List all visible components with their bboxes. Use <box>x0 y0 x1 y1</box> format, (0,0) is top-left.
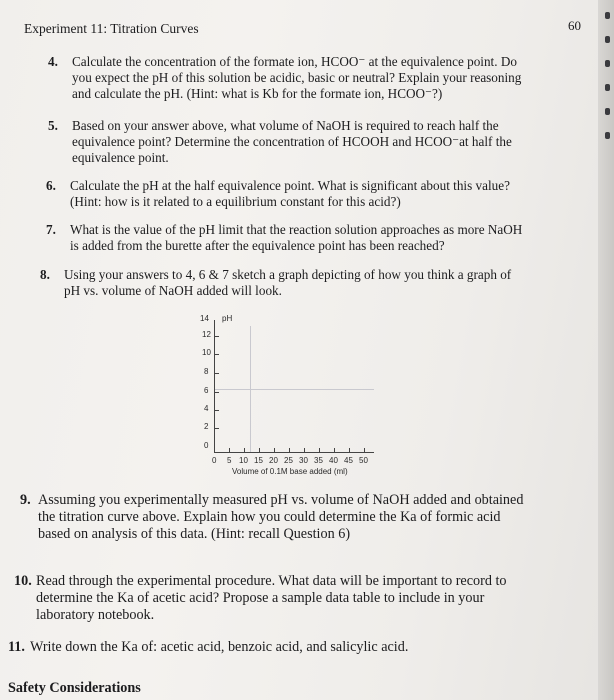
y-tick-label: 8 <box>204 367 209 376</box>
x-tick <box>334 448 335 452</box>
x-tick-label: 10 <box>239 456 248 465</box>
page-number: 60 <box>568 18 581 33</box>
y-tick-label: 12 <box>202 330 211 339</box>
binding-hole <box>605 36 610 43</box>
x-tick-label: 50 <box>359 456 368 465</box>
question-text: Based on your answer above, what volume of NaOH is required to reach half the equivalence point? Determine the concentration of HCOOH and HCOO⁻at half the equivalence point. <box>72 118 512 165</box>
titration-graph-axes <box>196 314 416 474</box>
y-tick-label: 0 <box>204 441 209 450</box>
binding-hole <box>605 132 610 139</box>
x-tick-label: 25 <box>284 456 293 465</box>
binding-hole <box>605 12 610 19</box>
x-tick-label: 45 <box>344 456 353 465</box>
y-axis-label: pH <box>222 314 233 323</box>
x-axis <box>214 452 374 453</box>
notebook-binding-edge <box>598 0 614 700</box>
x-tick <box>364 448 365 452</box>
question-number: 10. <box>14 573 32 589</box>
question-number: 9. <box>20 492 31 508</box>
question-text: Read through the experimental procedure. What data will be important to record to determine the Ka of acetic acid? Propose a sample data table to include in your laboratory notebook. <box>36 573 507 623</box>
question-number: 8. <box>40 267 50 282</box>
x-tick <box>274 448 275 452</box>
y-tick-label: 6 <box>204 386 209 395</box>
x-tick <box>349 448 350 452</box>
question-text: Write down the Ka of: acetic acid, benzoic acid, and salicylic acid. <box>30 639 409 655</box>
y-tick-label: 10 <box>202 348 211 357</box>
x-tick-label: 5 <box>227 456 232 465</box>
question-number: 11. <box>8 639 25 655</box>
x-axis-label: Volume of 0.1M base added (ml) <box>232 467 348 476</box>
question-number: 4. <box>48 54 58 69</box>
x-tick-label: 0 <box>212 456 217 465</box>
question-text: Calculate the pH at the half equivalence point. What is significant about this value? (Hint: how is it related to a equilibrium constant for this acid?) <box>70 178 510 209</box>
question-number: 6. <box>46 178 56 193</box>
x-tick <box>229 448 230 452</box>
grid-line <box>214 389 374 390</box>
binding-hole <box>605 108 610 115</box>
x-tick-label: 20 <box>269 456 278 465</box>
x-tick <box>244 448 245 452</box>
x-tick <box>259 448 260 452</box>
x-tick-label: 15 <box>254 456 263 465</box>
x-tick <box>289 448 290 452</box>
x-tick-label: 35 <box>314 456 323 465</box>
question-text: Calculate the concentration of the formate ion, HCOO⁻ at the equivalence point. Do you expect the pH of this solution be acidic, basic or neutral? Explain your reasoning and calculate the pH. (Hint: what is Kb for the formate ion, HCOO⁻?) <box>72 54 522 101</box>
binding-hole <box>605 84 610 91</box>
y-tick-label: 2 <box>204 422 209 431</box>
page-title: Experiment 11: Titration Curves <box>24 21 199 36</box>
binding-hole <box>605 60 610 67</box>
x-tick-label: 30 <box>299 456 308 465</box>
question-number: 5. <box>48 118 58 133</box>
question-text: Assuming you experimentally measured pH vs. volume of NaOH added and obtained the titration curve above. Explain how you could determine the Ka of formic acid based on analysis of this data. (Hint: recall Question 6) <box>38 492 524 542</box>
question-text: Using your answers to 4, 6 & 7 sketch a graph depicting of how you think a graph of pH vs. volume of NaOH added will look. <box>64 267 512 298</box>
question-number: 7. <box>46 222 56 237</box>
y-tick-label: 14 <box>200 314 209 323</box>
y-axis <box>214 320 215 452</box>
x-tick <box>304 448 305 452</box>
x-tick-label: 40 <box>329 456 338 465</box>
question-text: What is the value of the pH limit that the reaction solution approaches as more NaOH is added from the burette after the equivalence point has been reached? <box>70 222 523 253</box>
x-tick <box>319 448 320 452</box>
y-tick-label: 4 <box>204 404 209 413</box>
section-heading: Safety Considerations <box>8 680 141 696</box>
